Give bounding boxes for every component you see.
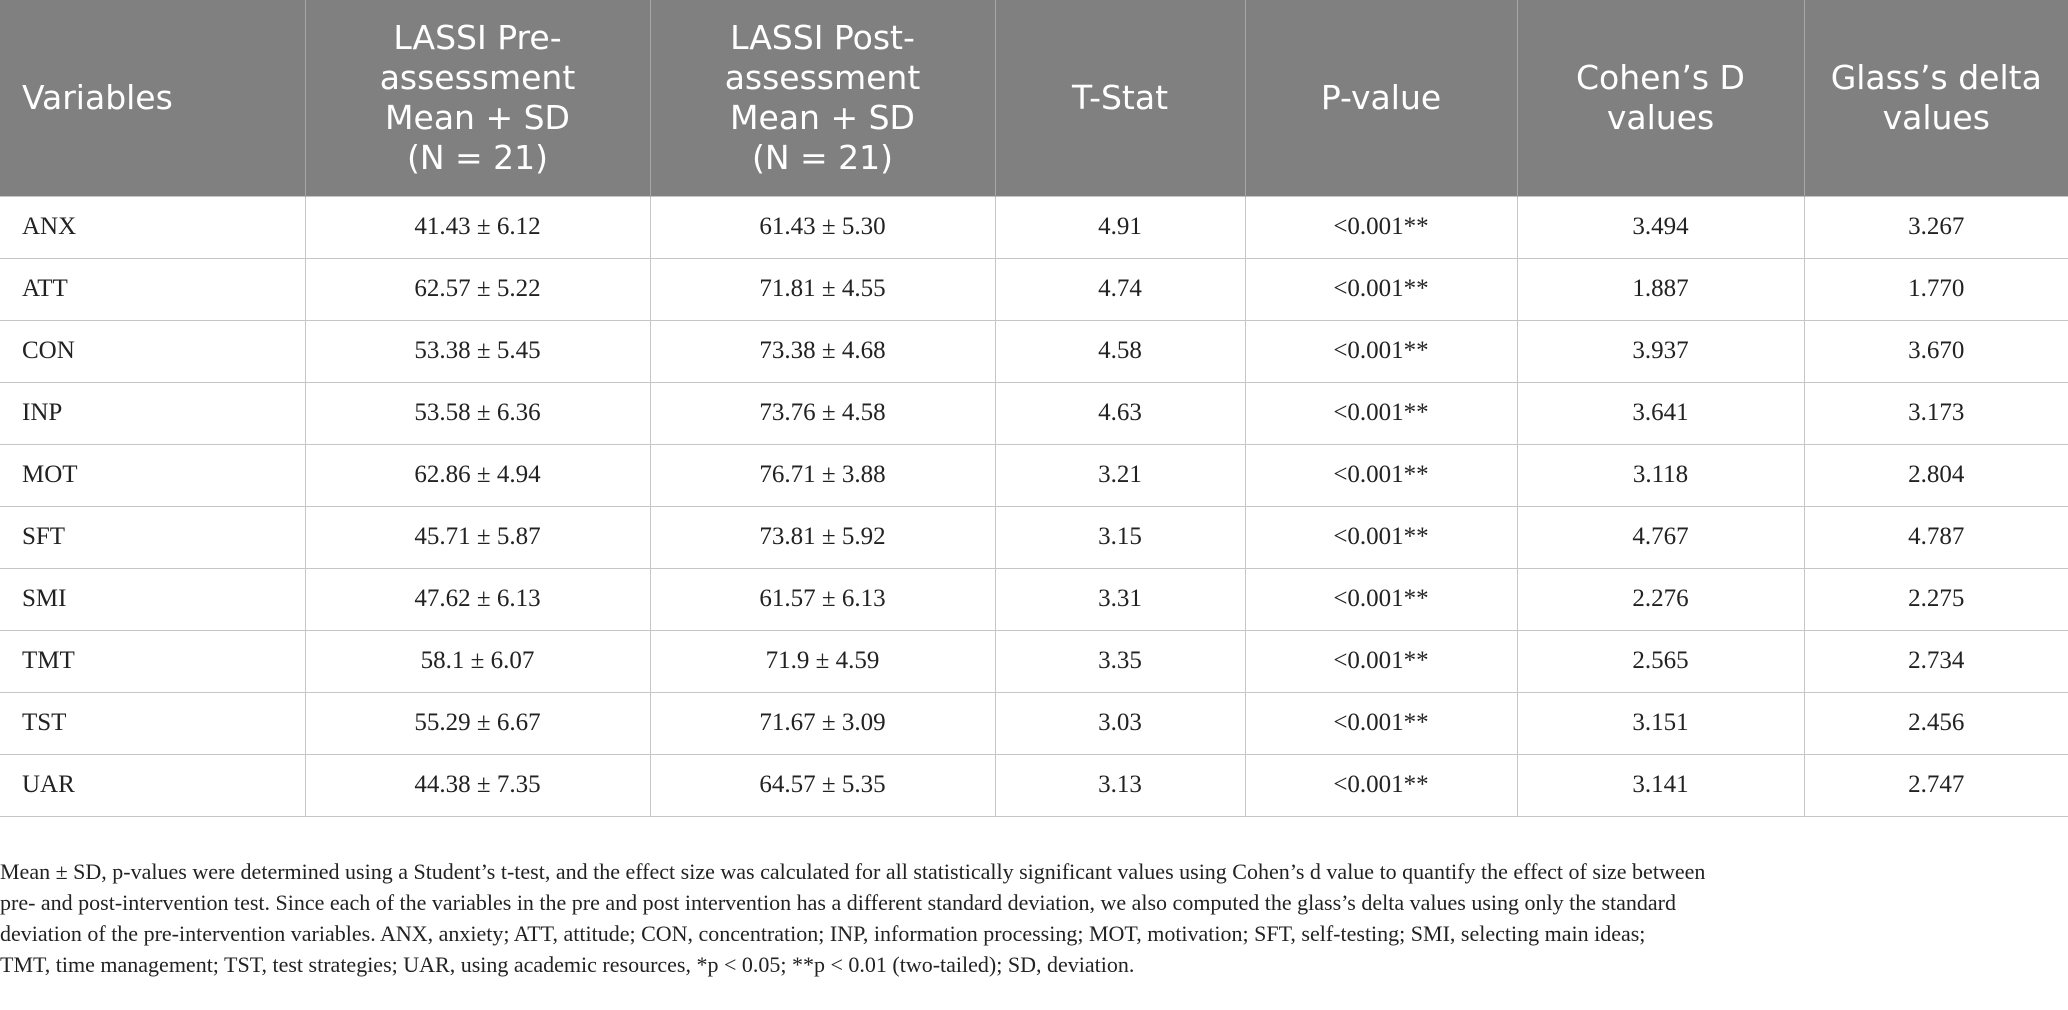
p-value-cell: <0.001**	[1245, 568, 1517, 630]
variable-cell: ATT	[0, 258, 305, 320]
table-row	[0, 382, 2068, 444]
header-line: values	[1606, 97, 1715, 137]
pre-assessment-cell: 44.38 ± 7.35	[305, 754, 650, 816]
table-row	[0, 196, 2068, 258]
pre-assessment-cell: 47.62 ± 6.13	[305, 568, 650, 630]
post-assessment-cell: 73.38 ± 4.68	[650, 320, 995, 382]
glass-delta-cell: 4.787	[1804, 506, 2068, 568]
pre-assessment-cell: 58.1 ± 6.07	[305, 630, 650, 692]
pre-assessment-cell: 45.71 ± 5.87	[305, 506, 650, 568]
footnote-line: Mean ± SD, p-values were determined using a Student’s t-test, and the effect size was calculated for all statistically significant values using Cohen’s d value to quantify the effect of size between	[0, 859, 1706, 884]
table-footnote	[0, 856, 2058, 980]
header-variables	[0, 0, 305, 196]
variable-cell: MOT	[0, 444, 305, 506]
header-line: values	[1882, 97, 1990, 137]
glass-delta-cell: 2.275	[1804, 568, 2068, 630]
cohens-d-cell: 1.887	[1517, 258, 1804, 320]
table-row	[0, 754, 2068, 816]
table-row	[0, 568, 2068, 630]
post-assessment-cell: 61.57 ± 6.13	[650, 568, 995, 630]
glass-delta-cell: 2.456	[1804, 692, 2068, 754]
header-line: (N = 21)	[751, 137, 894, 177]
header-pre-assessment	[305, 0, 650, 196]
table-row	[0, 444, 2068, 506]
table-body	[0, 196, 2068, 816]
pre-assessment-cell: 41.43 ± 6.12	[305, 196, 650, 258]
variable-cell: ANX	[0, 196, 305, 258]
header-line: Mean + SD	[730, 97, 915, 137]
post-assessment-cell: 64.57 ± 5.35	[650, 754, 995, 816]
cohens-d-cell: 2.565	[1517, 630, 1804, 692]
pre-assessment-cell: 62.86 ± 4.94	[305, 444, 650, 506]
header-line: Variables	[22, 77, 173, 117]
t-stat-cell: 3.21	[995, 444, 1245, 506]
header-line: Cohen’s D	[1576, 57, 1745, 97]
header-line: LASSI Post-	[730, 17, 915, 57]
t-stat-cell: 3.15	[995, 506, 1245, 568]
variable-cell: SMI	[0, 568, 305, 630]
p-value-cell: <0.001**	[1245, 692, 1517, 754]
cohens-d-cell: 3.118	[1517, 444, 1804, 506]
header-post-assessment	[650, 0, 995, 196]
post-assessment-cell: 71.9 ± 4.59	[650, 630, 995, 692]
header-line: assessment	[379, 57, 576, 97]
post-assessment-cell: 71.67 ± 3.09	[650, 692, 995, 754]
cohens-d-cell: 2.276	[1517, 568, 1804, 630]
p-value-cell: <0.001**	[1245, 630, 1517, 692]
pre-assessment-cell: 55.29 ± 6.67	[305, 692, 650, 754]
header-line: Glass’s delta	[1830, 57, 2042, 97]
glass-delta-cell: 2.804	[1804, 444, 2068, 506]
header-cohens-d	[1517, 0, 1804, 196]
header-line: assessment	[724, 57, 921, 97]
cohens-d-cell: 3.141	[1517, 754, 1804, 816]
variable-cell: SFT	[0, 506, 305, 568]
variable-cell: CON	[0, 320, 305, 382]
p-value-cell: <0.001**	[1245, 506, 1517, 568]
pre-assessment-cell: 53.38 ± 5.45	[305, 320, 650, 382]
post-assessment-cell: 73.81 ± 5.92	[650, 506, 995, 568]
footnote-line: pre- and post-intervention test. Since each of the variables in the pre and post intervention has a different standard deviation, we also computed the glass’s delta values using only the standard	[0, 890, 1677, 915]
glass-delta-cell: 3.670	[1804, 320, 2068, 382]
p-value-cell: <0.001**	[1245, 320, 1517, 382]
glass-delta-cell: 3.267	[1804, 196, 2068, 258]
p-value-cell: <0.001**	[1245, 754, 1517, 816]
post-assessment-cell: 73.76 ± 4.58	[650, 382, 995, 444]
p-value-cell: <0.001**	[1245, 196, 1517, 258]
table-row	[0, 630, 2068, 692]
p-value-cell: <0.001**	[1245, 258, 1517, 320]
t-stat-cell: 3.31	[995, 568, 1245, 630]
header-row	[0, 0, 2068, 196]
table-row	[0, 258, 2068, 320]
glass-delta-cell: 2.747	[1804, 754, 2068, 816]
footnote-line: deviation of the pre-intervention variables. ANX, anxiety; ATT, attitude; CON, concentration; INP, information processing; MOT, motivation; SFT, self-testing; SMI, selecting main ideas;	[0, 921, 1646, 946]
table-header	[0, 0, 2068, 196]
table-row	[0, 320, 2068, 382]
header-line: Mean + SD	[385, 97, 570, 137]
pre-assessment-cell: 53.58 ± 6.36	[305, 382, 650, 444]
t-stat-cell: 3.35	[995, 630, 1245, 692]
header-line: T-Stat	[1071, 77, 1169, 117]
header-glass-delta	[1804, 0, 2068, 196]
t-stat-cell: 4.74	[995, 258, 1245, 320]
cohens-d-cell: 3.494	[1517, 196, 1804, 258]
t-stat-cell: 4.58	[995, 320, 1245, 382]
table-row	[0, 506, 2068, 568]
post-assessment-cell: 61.43 ± 5.30	[650, 196, 995, 258]
post-assessment-cell: 71.81 ± 4.55	[650, 258, 995, 320]
variable-cell: TMT	[0, 630, 305, 692]
variable-cell: UAR	[0, 754, 305, 816]
header-line: (N = 21)	[406, 137, 549, 177]
post-assessment-cell: 76.71 ± 3.88	[650, 444, 995, 506]
header-line: P-value	[1320, 77, 1442, 117]
header-p-value	[1245, 0, 1517, 196]
pre-assessment-cell: 62.57 ± 5.22	[305, 258, 650, 320]
t-stat-cell: 3.13	[995, 754, 1245, 816]
footnote-line: TMT, time management; TST, test strategies; UAR, using academic resources, *p < 0.05; **p < 0.01 (two-tailed); SD, deviation.	[0, 952, 1135, 977]
table-row	[0, 692, 2068, 754]
p-value-cell: <0.001**	[1245, 382, 1517, 444]
glass-delta-cell: 2.734	[1804, 630, 2068, 692]
cohens-d-cell: 3.151	[1517, 692, 1804, 754]
t-stat-cell: 3.03	[995, 692, 1245, 754]
variable-cell: TST	[0, 692, 305, 754]
cohens-d-cell: 3.937	[1517, 320, 1804, 382]
cohens-d-cell: 3.641	[1517, 382, 1804, 444]
p-value-cell: <0.001**	[1245, 444, 1517, 506]
glass-delta-cell: 1.770	[1804, 258, 2068, 320]
t-stat-cell: 4.91	[995, 196, 1245, 258]
t-stat-cell: 4.63	[995, 382, 1245, 444]
header-t-stat	[995, 0, 1245, 196]
header-line: LASSI Pre-	[393, 17, 562, 57]
glass-delta-cell: 3.173	[1804, 382, 2068, 444]
cohens-d-cell: 4.767	[1517, 506, 1804, 568]
variable-cell: INP	[0, 382, 305, 444]
